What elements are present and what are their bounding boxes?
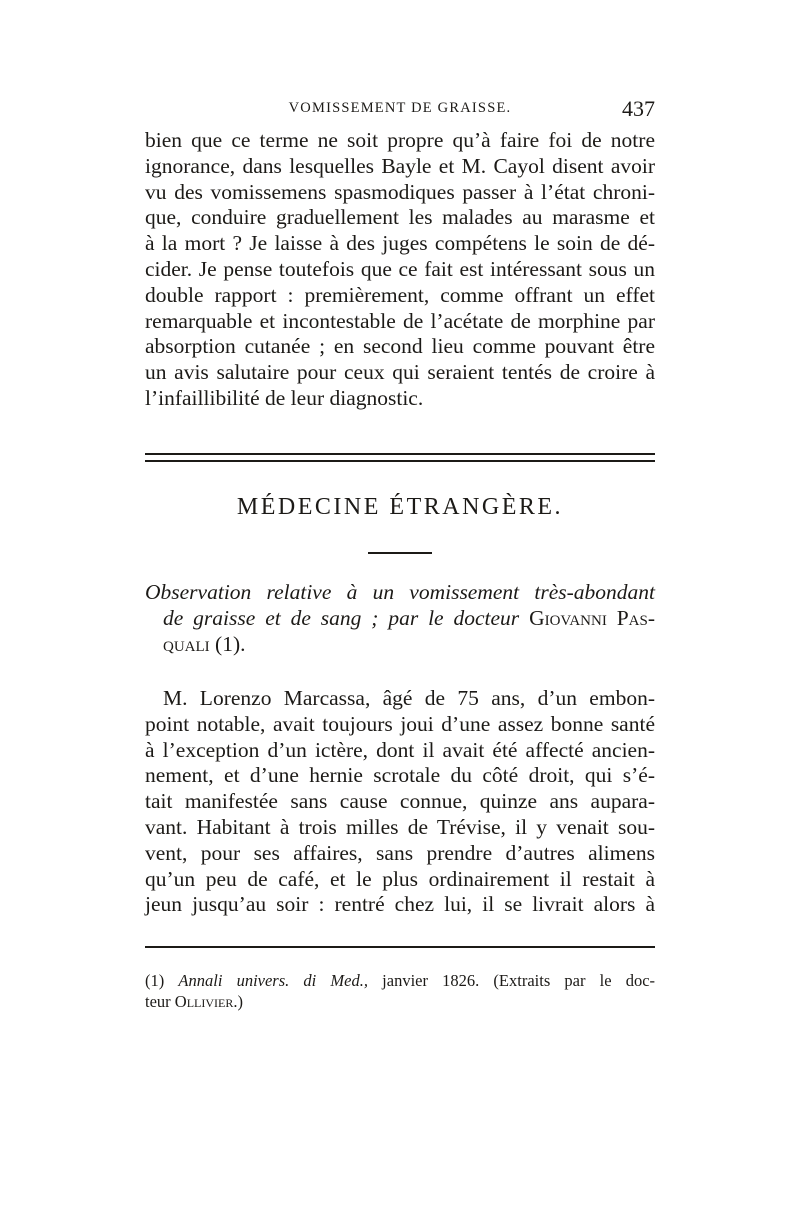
- footnote-rule: [145, 946, 655, 948]
- text-line: qu’un peu de café, et le plus ordinairement il restait à: [145, 866, 655, 891]
- paragraph-case: [145, 686, 655, 918]
- observation-text: de graisse et de sang ; par le docteur: [163, 605, 520, 630]
- text-line: point notable, avait toujours joui d’une assez bonne santé: [145, 711, 655, 736]
- observation-line: [145, 606, 655, 632]
- text-line: jeun jusqu’au soir : rentré chez lui, il se livrait alors à: [145, 892, 655, 917]
- running-head: [145, 96, 655, 122]
- text-line: ignorance, dans lesquelles Bayle et M. Cayol disent avoir: [145, 153, 655, 178]
- text-line: bien que ce terme ne soit propre qu’à faire foi de notre: [145, 128, 655, 152]
- author-name: Giovanni Pas-: [529, 605, 655, 630]
- text-line: à l’exception d’un ictère, dont il avait été affecté ancien-: [145, 737, 655, 762]
- text-line: cider. Je pense toutefois que ce fait est intéressant sous un: [145, 256, 655, 281]
- footnote-close: ): [237, 992, 243, 1011]
- page-number: 437: [622, 96, 655, 121]
- text-line: remarquable et incontestable de l’acétate de morphine par: [145, 308, 655, 333]
- footnote-line: [145, 970, 655, 991]
- text-line: tait manifestée sans cause connue, quinze ans aupara-: [145, 789, 655, 814]
- text-line: absorption cutanée ; en second lieu comme pouvant être: [145, 334, 655, 359]
- footnote: [145, 970, 655, 1012]
- text-line: que, conduire graduellement les malades au marasme et: [145, 205, 655, 230]
- footnote-author: Ollivier.: [174, 992, 238, 1011]
- footnote-marker: (1): [145, 971, 165, 990]
- text-line: l’infaillibilité de leur diagnostic.: [145, 385, 424, 410]
- text-line: à la mort ? Je laisse à des juges compétens le soin de dé-: [145, 231, 655, 256]
- text-line: vent, pour ses affaires, sans prendre d’autres alimens: [145, 840, 655, 865]
- text-line: un avis salutaire pour ceux qui seraient tentés de croire à: [145, 360, 655, 385]
- footnote-source: Annali univers. di Med.,: [178, 971, 368, 990]
- text-line: vu des vomissemens spasmodiques passer à l’état chroni-: [145, 179, 655, 204]
- paragraph-continued: [145, 128, 655, 412]
- text-line: M. Lorenzo Marcassa, âgé de 75 ans, d’un embon-: [163, 686, 655, 710]
- text-line: double rapport : premièrement, comme offrant un effet: [145, 282, 655, 307]
- running-head-title: VOMISSEMENT DE GRAISSE.: [288, 100, 512, 116]
- footnote-ref: (1).: [215, 631, 246, 656]
- footnote-line: [145, 991, 655, 1012]
- observation-line: Observation relative à un vomissement très-abondant: [145, 580, 655, 604]
- author-name: quali: [163, 631, 210, 656]
- footnote-text: teur: [145, 992, 171, 1011]
- footnote-text: janvier 1826. (Extraits par le doc-: [382, 971, 656, 990]
- title-rule: [368, 552, 432, 554]
- observation-heading: [145, 580, 655, 657]
- section-divider: [145, 453, 655, 462]
- section-title: MÉDECINE ÉTRANGÈRE.: [236, 494, 564, 520]
- text-line: nement, et d’une hernie scrotale du côté droit, qui s’é-: [145, 763, 655, 788]
- observation-line: [145, 632, 655, 658]
- text-line: vant. Habitant à trois milles de Trévise, il y venait sou-: [145, 814, 655, 839]
